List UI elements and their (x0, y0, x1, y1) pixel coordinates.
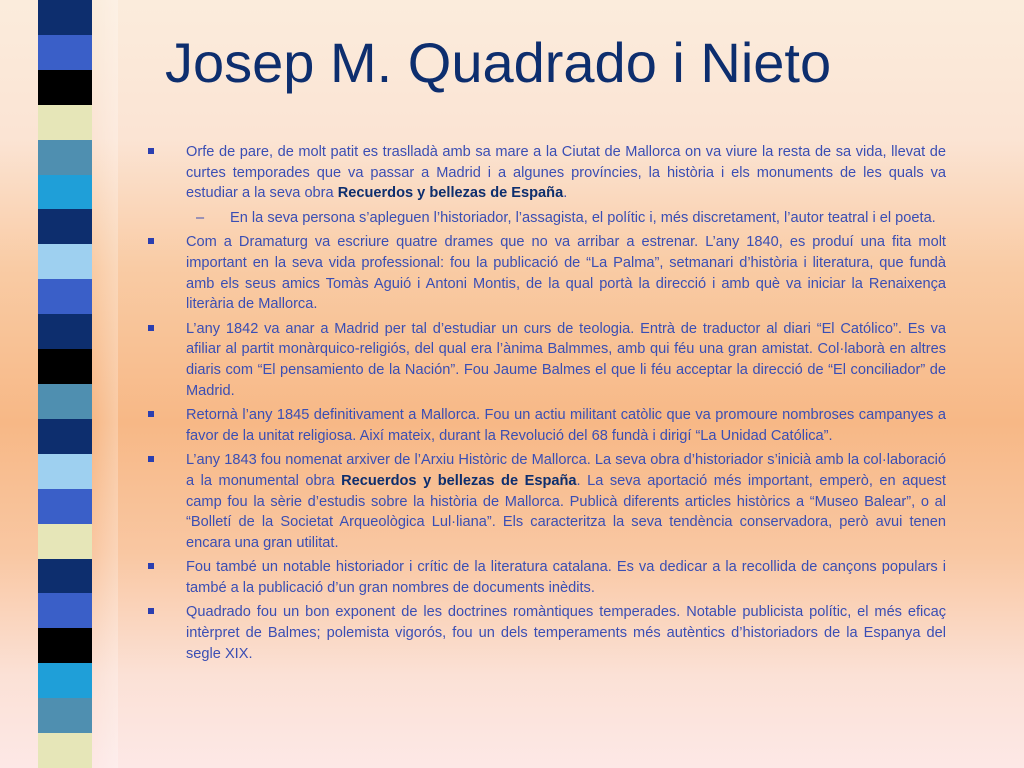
bullet-item-7 (146, 602, 946, 664)
bullet-square-icon (148, 411, 154, 417)
slide-body (146, 142, 946, 668)
bullet-item-4 (146, 405, 946, 446)
stripe-segment (38, 244, 92, 279)
stripe-segment (38, 0, 92, 35)
bullet-item-2 (146, 232, 946, 314)
stripe-segment (38, 140, 92, 175)
stripe-segment (38, 593, 92, 628)
stripe-segment (38, 279, 92, 314)
bullet-text: L’any 1842 va anar a Madrid per tal d’estudiar un curs de teologia. Entrà de traductor al diari “El Católico”. Es va afiliar al partit monàrquico-religiós, del qual era l’ànima Balmmes, amb qui féu una gran amistat. Col·laborà en altres diaris com “El pensamiento de la Nación”. Fou Jaume Balmes el que li féu acceptar la direcció de “El conciliador” de Madrid. (186, 320, 946, 399)
bullet-text: Retornà l’any 1845 definitivament a Mallorca. Fou un actiu militant catòlic que va promoure nombroses campanyes a favor de la unitat religiosa. Així mateix, durant la Revolució del 68 fundà i dirigí “La Unidad Católica”. (186, 407, 946, 444)
bullet-text: Orfe de pare, de molt patit es traslladà amb sa mare a la Ciutat de Mallorca on va viure la resta de sa vida, llevat de curtes temporades que va passar a Madrid i a algunes províncies, la història i els monuments de les quals va estudiar a la seva obra (186, 144, 946, 202)
slide-title: Josep M. Quadrado i Nieto (165, 31, 832, 94)
bullet-text-end: . La seva aportació més important, emperò, en aquest camp fou la sèrie d’estudis sobre la història de Mallorca. Publicà diferents articles històrics a “Museo Balear”, o al “Bolletí de la Societat Arqueològica Lul·liana”. Els caracteritza la seva tendència conservadora, però avui tenen encara una gran utilitat. (186, 472, 946, 551)
bullet-square-icon (148, 608, 154, 614)
bullet-item-5 (146, 450, 946, 553)
stripe-segment (38, 70, 92, 105)
stripe-segment (38, 35, 92, 70)
bullet-square-icon (148, 456, 154, 462)
bullet-item-1 (146, 142, 946, 204)
stripe-segment (38, 349, 92, 384)
bullet-text: Fou també un notable historiador i crític de la literatura catalana. Es va dedicar a la recollida de cançons populars i també a la publicació d’un gran nombres de documents inèdits. (186, 559, 946, 596)
stripe-segment (38, 314, 92, 349)
bullet-text: Com a Dramaturg va escriure quatre drames que no va arribar a estrenar. L’any 1840, es produí una fita molt important en la seva vida professional: fou la publicació de “La Palma”, setmanari d’història i literatura, que fundà amb els seus amics Tomàs Aguió i Antoni Montis, de la qual portà la direcció i amb què va iniciar la Renaixença literària de Mallorca. (186, 234, 946, 313)
bullet-item-3 (146, 319, 946, 401)
bullet-square-icon (148, 563, 154, 569)
stripe-bar-edge (92, 0, 118, 768)
stripe-segment (38, 209, 92, 244)
dash-icon: – (196, 209, 205, 226)
bullet-square-icon (148, 325, 154, 331)
stripe-segment (38, 419, 92, 454)
stripe-segment (38, 384, 92, 419)
bullet-square-icon (148, 148, 154, 154)
stripe-segment (38, 524, 92, 559)
sub-bullet-item (146, 208, 946, 229)
book-title-bold: Recuerdos y bellezas de España (337, 185, 564, 202)
bullet-text: Quadrado fou un bon exponent de les doctrines romàntiques temperades. Notable publicista polític, el més eficaç intèrpret de Balmes; polemista vigorós, fou un dels temperaments més autèntics d’historiadors de la Espanya del segle XIX. (186, 604, 946, 662)
stripe-segment (38, 559, 92, 594)
stripe-segment (38, 663, 92, 698)
stripe-segment (38, 698, 92, 733)
stripe-segment (38, 733, 92, 768)
stripe-segment (38, 105, 92, 140)
stripe-segment (38, 489, 92, 524)
decorative-stripe-bar (38, 0, 92, 768)
bullet-item-6 (146, 557, 946, 598)
sub-bullet-text: En la seva persona s’apleguen l’historiador, l’assagista, el polític i, més discretament, l’autor teatral i el poeta. (230, 209, 936, 226)
stripe-segment (38, 628, 92, 663)
bullet-square-icon (148, 238, 154, 244)
bullet-text: L’any 1843 fou nomenat arxiver de l’Arxiu Històric de Mallorca. La seva obra d’historiador s’inicià amb la col·laboració a la monumental obra (186, 452, 946, 489)
bullet-text-end: . (563, 185, 568, 202)
stripe-segment (38, 454, 92, 489)
stripe-segment (38, 175, 92, 210)
book-title-bold: Recuerdos y bellezas de España (341, 472, 577, 489)
